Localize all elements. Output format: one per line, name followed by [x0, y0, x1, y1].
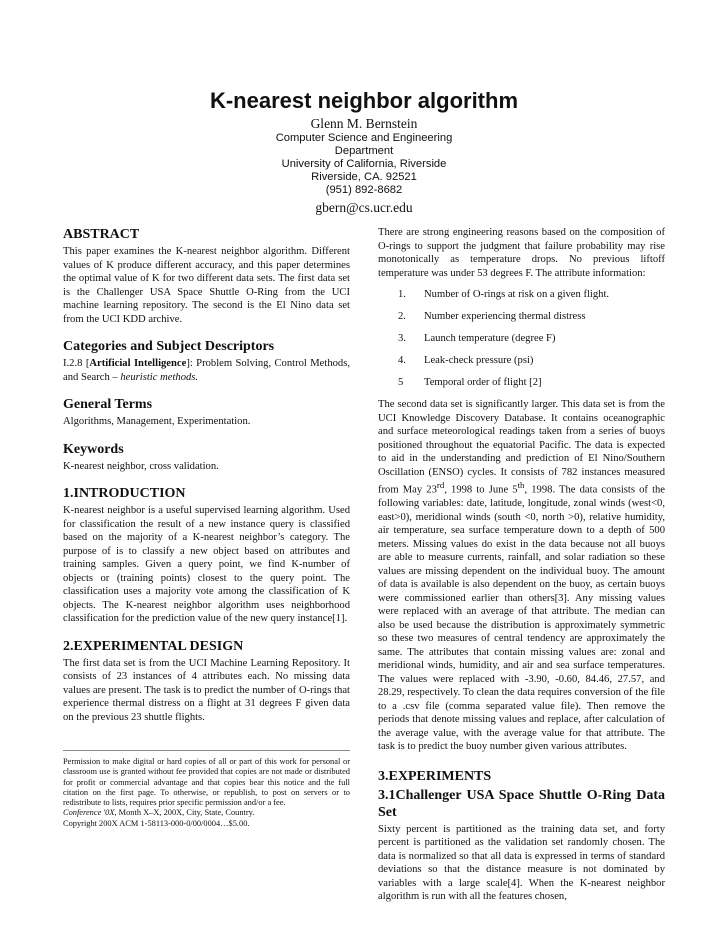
categories-prefix: I.2.8 [	[63, 358, 90, 369]
list-item	[378, 310, 665, 323]
ordinal-suffix: rd	[436, 480, 445, 490]
author-name: Glenn M. Bernstein	[310, 116, 418, 131]
experiments-text: Sixty percent is partitioned as the training data set, and forty percent is partitioned as the validation set randomly chosen. The data is normalized so that all data is expressed in terms of standard deviations so that the distance measure is not dominated by variables with a large scale[4]. When the K-nearest neighbor algorithm is run with all the features chosen,	[378, 823, 665, 903]
affiliation-line: (951) 892-8682	[325, 184, 403, 196]
list-item	[378, 354, 665, 367]
categories-italic: heuristic methods.	[120, 371, 199, 383]
general-terms-text: Algorithms, Management, Experimentation.	[63, 416, 251, 427]
left-column	[63, 226, 350, 829]
list-item	[378, 288, 665, 301]
el-nino-text-1: The second data set is significantly larger. This data set is from the UCI Knowledge Discovery Database. It contains oceanographic and surface meteorological readings taken from a series of buoys positioned throughout the equatorial Pacific. The data is expected to aid in the understanding and prediction of El Nino/Southern Oscillation (ENSO) cycles. It consists of 782 instances measured from May 23	[378, 399, 665, 496]
attribute-list	[378, 288, 665, 389]
list-number: 5	[398, 377, 404, 388]
el-nino-description	[378, 398, 665, 754]
list-text: Temporal order of flight [2]	[424, 377, 542, 388]
experiments-subheading: 3.1Challenger USA Space Shuttle O-Ring Data Set	[378, 787, 665, 820]
list-text: Number of O-rings at risk on a given flight.	[424, 289, 610, 300]
general-terms-heading: General Terms	[63, 397, 153, 412]
copyright-line: Copyright 200X ACM 1-58113-000-0/00/0004…$5.00.	[63, 818, 250, 828]
experimental-design-text: The first data set is from the UCI Machine Learning Repository. It consists of 23 instances of 4 attributes each. No missing data values are present. The task is to predict the number of O-rings that experience thermal distress on a flight at 31 degrees F given data on the previous 23 shuttle flights.	[63, 657, 350, 723]
keywords-text: K-nearest neighbor, cross validation.	[63, 460, 219, 472]
affiliation-line: Department	[334, 145, 394, 157]
permission-text: Permission to make digital or hard copies of all or part of this work for personal or classroom use is granted without fee provided that copies are not made or distributed for profit or commercial advantage and that copies bear this notice and the full citation on the first page. To otherwise, or republish, to post on servers or to redistribute to lists, requires prior specific permission and/or a fee.	[63, 757, 350, 808]
list-item	[378, 376, 665, 389]
permission-notice	[63, 750, 350, 829]
experiments-section	[378, 768, 665, 904]
abstract-text: This paper examines the K-nearest neighbor algorithm. Different values of K produce different accuracy, and this paper determines the optimal value of K for two different data sets. The first data set is the Challenger USA Space Shuttle O-Ring from the UCI machine learning repository. The second is the El Nino data set from the UCI KDD archive.	[63, 246, 350, 325]
list-number: 1.	[398, 289, 406, 300]
experimental-design-heading: 2.EXPERIMENTAL DESIGN	[63, 638, 244, 654]
list-item	[378, 332, 665, 345]
right-column	[378, 226, 665, 904]
conference-details: , Month X–X, 200X, City, State, Country.	[114, 808, 255, 818]
el-nino-text-2: , 1998 to June 5	[444, 484, 518, 496]
author-email: gbern@cs.ucr.edu	[315, 200, 413, 215]
list-number: 3.	[398, 333, 406, 344]
categories-heading: Categories and Subject Descriptors	[63, 339, 275, 354]
conference-line	[63, 808, 350, 818]
list-number: 4.	[398, 355, 406, 366]
experiments-heading: 3.EXPERIMENTS	[378, 768, 492, 784]
experimental-design-section	[63, 638, 350, 725]
ordinal-suffix: th	[517, 480, 525, 490]
categories-section	[63, 338, 350, 384]
affiliation-line: Riverside, CA. 92521	[311, 171, 417, 183]
introduction-heading: 1.INTRODUCTION	[63, 486, 186, 501]
keywords-section	[63, 441, 350, 474]
list-number: 2.	[398, 311, 406, 322]
categories-text	[63, 357, 350, 384]
el-nino-text-3: , 1998. The data consists of the following variables: date, latitude, longitude, zonal winds (west<0, east>0), meridional winds (south <0, north >0), relative humidity, air temperature, sea surface temperature down to a depth of 500 meters. Missing values do exist in the data because not all buoys are able to measure currents, rainfall, and solar radiation so these values are missing dependent on the individual buoy. The amount of data is available is also dependent on the buoy, as certain buoys were commissioned earlier than others[3]. Any missing values were replaced with an average of that attribute. The median can also be used because the distribution is approximately symmetric so these two measures of central tendency are approximately the same. The attributes that contain missing values are: zonal and meridional winds, humidity, and air and sea surface temperatures. The values were replaced with -3.90, -0.60, 84.46, 27.57, and 28.29, respectively. To clean the data requires conversion of the file to a .csv file (comma separated value file). Then remove the periods that denote missing values and replace, after calculation of the average value, with the average value for that attribute. The task is to predict the buoy number given various attributes.	[378, 484, 666, 753]
paper-header	[0, 88, 728, 216]
categories-mid: ]: Problem Solving, Control Methods, and Search –	[63, 358, 350, 383]
general-terms-section	[63, 396, 350, 429]
abstract-section	[63, 226, 350, 326]
affiliation-line: Computer Science and Engineering	[275, 132, 453, 144]
list-text: Launch temperature (degree F)	[424, 333, 556, 344]
abstract-heading: ABSTRACT	[63, 227, 140, 242]
keywords-heading: Keywords	[63, 441, 124, 457]
list-text: Number experiencing thermal distress	[424, 311, 586, 322]
categories-bold: Artificial Intelligence	[89, 358, 187, 369]
introduction-section	[63, 485, 350, 626]
introduction-text: K-nearest neighbor is a useful supervised learning algorithm. Used for classification the result of a new instance query is classified based on the majority of a K-nearest neighbor’s category. The purpose of is to classify a new object based on attributes and training samples. Given a query point, we find K-number of objects or (training points) closest to the query point. The classification uses a majority vote among the classification of K objects. The K-nearest neighbor algorithm uses neighborhood classification for the prediction value of the new query instance[1].	[63, 505, 350, 624]
paper-title: K-nearest neighbor algorithm	[209, 88, 519, 113]
oring-intro-text: There are strong engineering reasons based on the composition of O-rings to support the judgment that failure probability may rise monotonically as temperature drops. No previous liftoff temperature was under 53 degrees F. The attribute information:	[378, 227, 665, 279]
list-text: Leak-check pressure (psi)	[424, 355, 534, 366]
affiliation-line: University of California, Riverside	[281, 158, 447, 170]
conference-name: Conference '0X	[63, 808, 115, 818]
